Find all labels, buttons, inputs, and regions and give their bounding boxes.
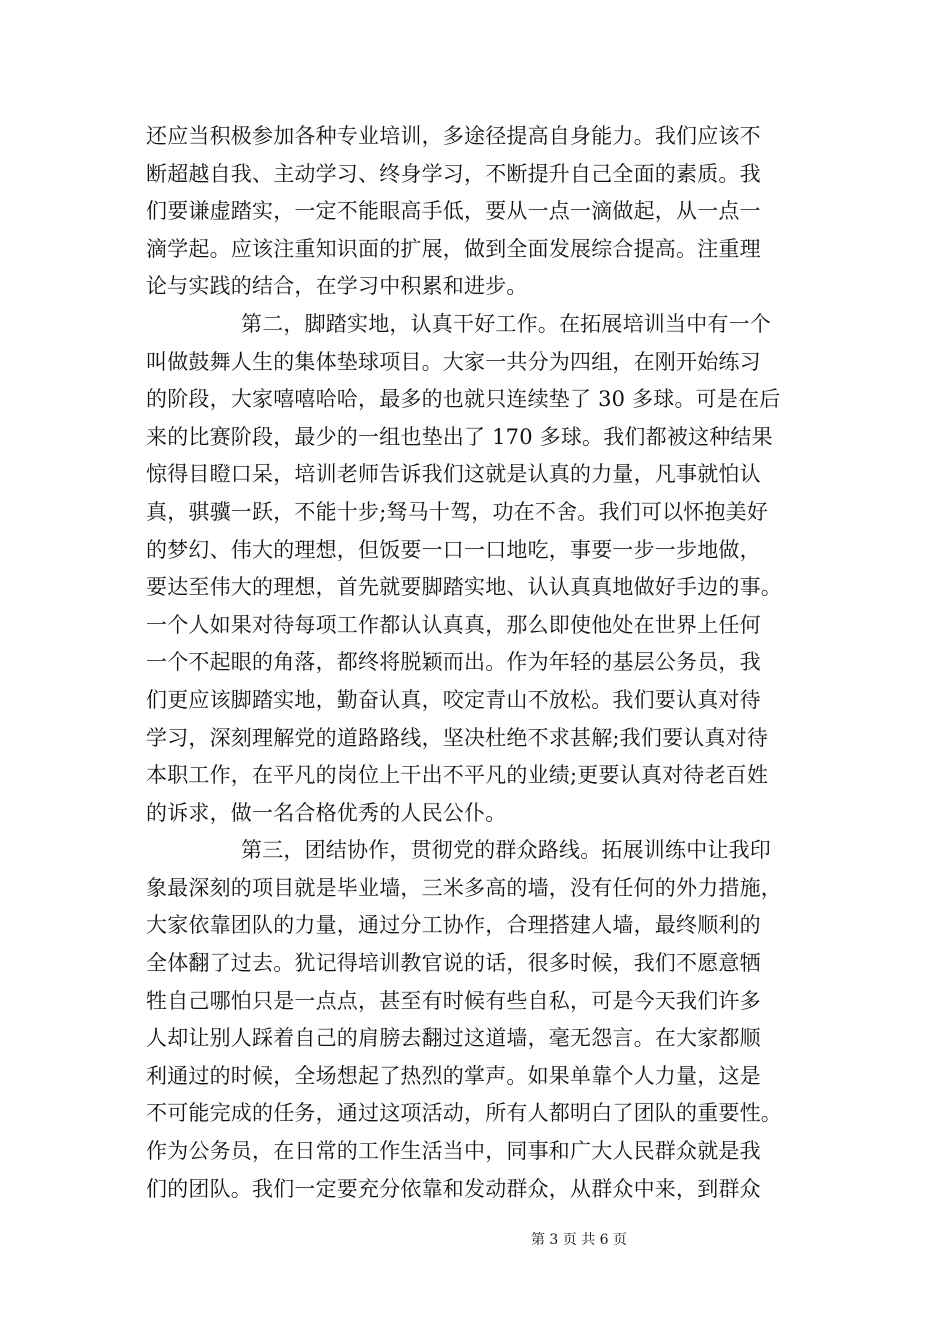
text-line: 人却让别人踩着自己的肩膀去翻过这道墙，毫无怨言。在大家都顺 bbox=[146, 1026, 761, 1051]
page-number: 第 3 页 共 6 页 bbox=[530, 1232, 628, 1248]
text-line: 论与实践的结合，在学习中积累和进步。 bbox=[146, 274, 528, 299]
text-line: 要达至伟大的理想，首先就要脚踏实地、认认真真地做好手边的事。 bbox=[146, 575, 782, 600]
text-line: 叫做鼓舞人生的集体垫球项目。大家一共分为四组，在刚开始练习 bbox=[146, 349, 761, 374]
text-line: 全体翻了过去。犹记得培训教官说的话，很多时候，我们不愿意牺 bbox=[146, 951, 761, 976]
text-line: 学习，深刻理解党的道路路线，坚决杜绝不求甚解;我们要认真对待 bbox=[146, 725, 769, 750]
text-line: 们的团队。我们一定要充分依靠和发动群众，从群众中来，到群众 bbox=[146, 1176, 761, 1201]
paragraph-start-line: 第二，脚踏实地，认真干好工作。在拓展培训当中有一个 bbox=[241, 311, 771, 336]
text-line: 们要谦虚踏实，一定不能眼高手低，要从一点一滴做起，从一点一 bbox=[146, 199, 761, 224]
text-line: 作为公务员，在日常的工作生活当中，同事和广大人民群众就是我 bbox=[146, 1139, 761, 1164]
page-footer bbox=[0, 1231, 950, 1249]
body-text bbox=[146, 118, 826, 1208]
text-line: 真，骐骥一跃，不能十步;驽马十驾，功在不舍。我们可以怀抱美好 bbox=[146, 499, 769, 524]
text-line: 滴学起。应该注重知识面的扩展，做到全面发展综合提高。注重理 bbox=[146, 236, 761, 261]
text-line: 的梦幻、伟大的理想，但饭要一口一口地吃，事要一步一步地做， bbox=[146, 537, 761, 562]
paragraph-start-line: 第三，团结协作，贯彻党的群众路线。拓展训练中让我印 bbox=[241, 838, 771, 863]
text-line: 不可能完成的任务，通过这项活动，所有人都明白了团队的重要性。 bbox=[146, 1101, 782, 1126]
text-line: 大家依靠团队的力量，通过分工协作，合理搭建人墙，最终顺利的 bbox=[146, 913, 761, 938]
text-line: 来的比赛阶段，最少的一组也垫出了 170 多球。我们都被这种结果 bbox=[146, 424, 773, 449]
text-line: 的阶段，大家嘻嘻哈哈，最多的也就只连续垫了 30 多球。可是在后 bbox=[146, 387, 781, 412]
text-line: 惊得目瞪口呆，培训老师告诉我们这就是认真的力量，凡事就怕认 bbox=[146, 462, 761, 487]
text-line: 本职工作，在平凡的岗位上干出不平凡的业绩;更要认真对待老百姓 bbox=[146, 763, 769, 788]
text-line: 一个不起眼的角落，都终将脱颖而出。作为年轻的基层公务员，我 bbox=[146, 650, 761, 675]
text-line: 断超越自我、主动学习、终身学习，不断提升自己全面的素质。我 bbox=[146, 161, 761, 186]
text-line: 象最深刻的项目就是毕业墙，三米多高的墙，没有任何的外力措施， bbox=[146, 875, 782, 900]
text-line: 牲自己哪怕只是一点点，甚至有时候有些自私，可是今天我们许多 bbox=[146, 988, 761, 1013]
text-line: 一个人如果对待每项工作都认认真真，那么即使他处在世界上任何 bbox=[146, 612, 761, 637]
text-line: 们更应该脚踏实地，勤奋认真，咬定青山不放松。我们要认真对待 bbox=[146, 687, 761, 712]
text-line: 的诉求，做一名合格优秀的人民公仆。 bbox=[146, 800, 507, 825]
text-line: 利通过的时候，全场想起了热烈的掌声。如果单靠个人力量，这是 bbox=[146, 1063, 761, 1088]
text-line: 还应当积极参加各种专业培训，多途径提高自身能力。我们应该不 bbox=[146, 124, 761, 148]
